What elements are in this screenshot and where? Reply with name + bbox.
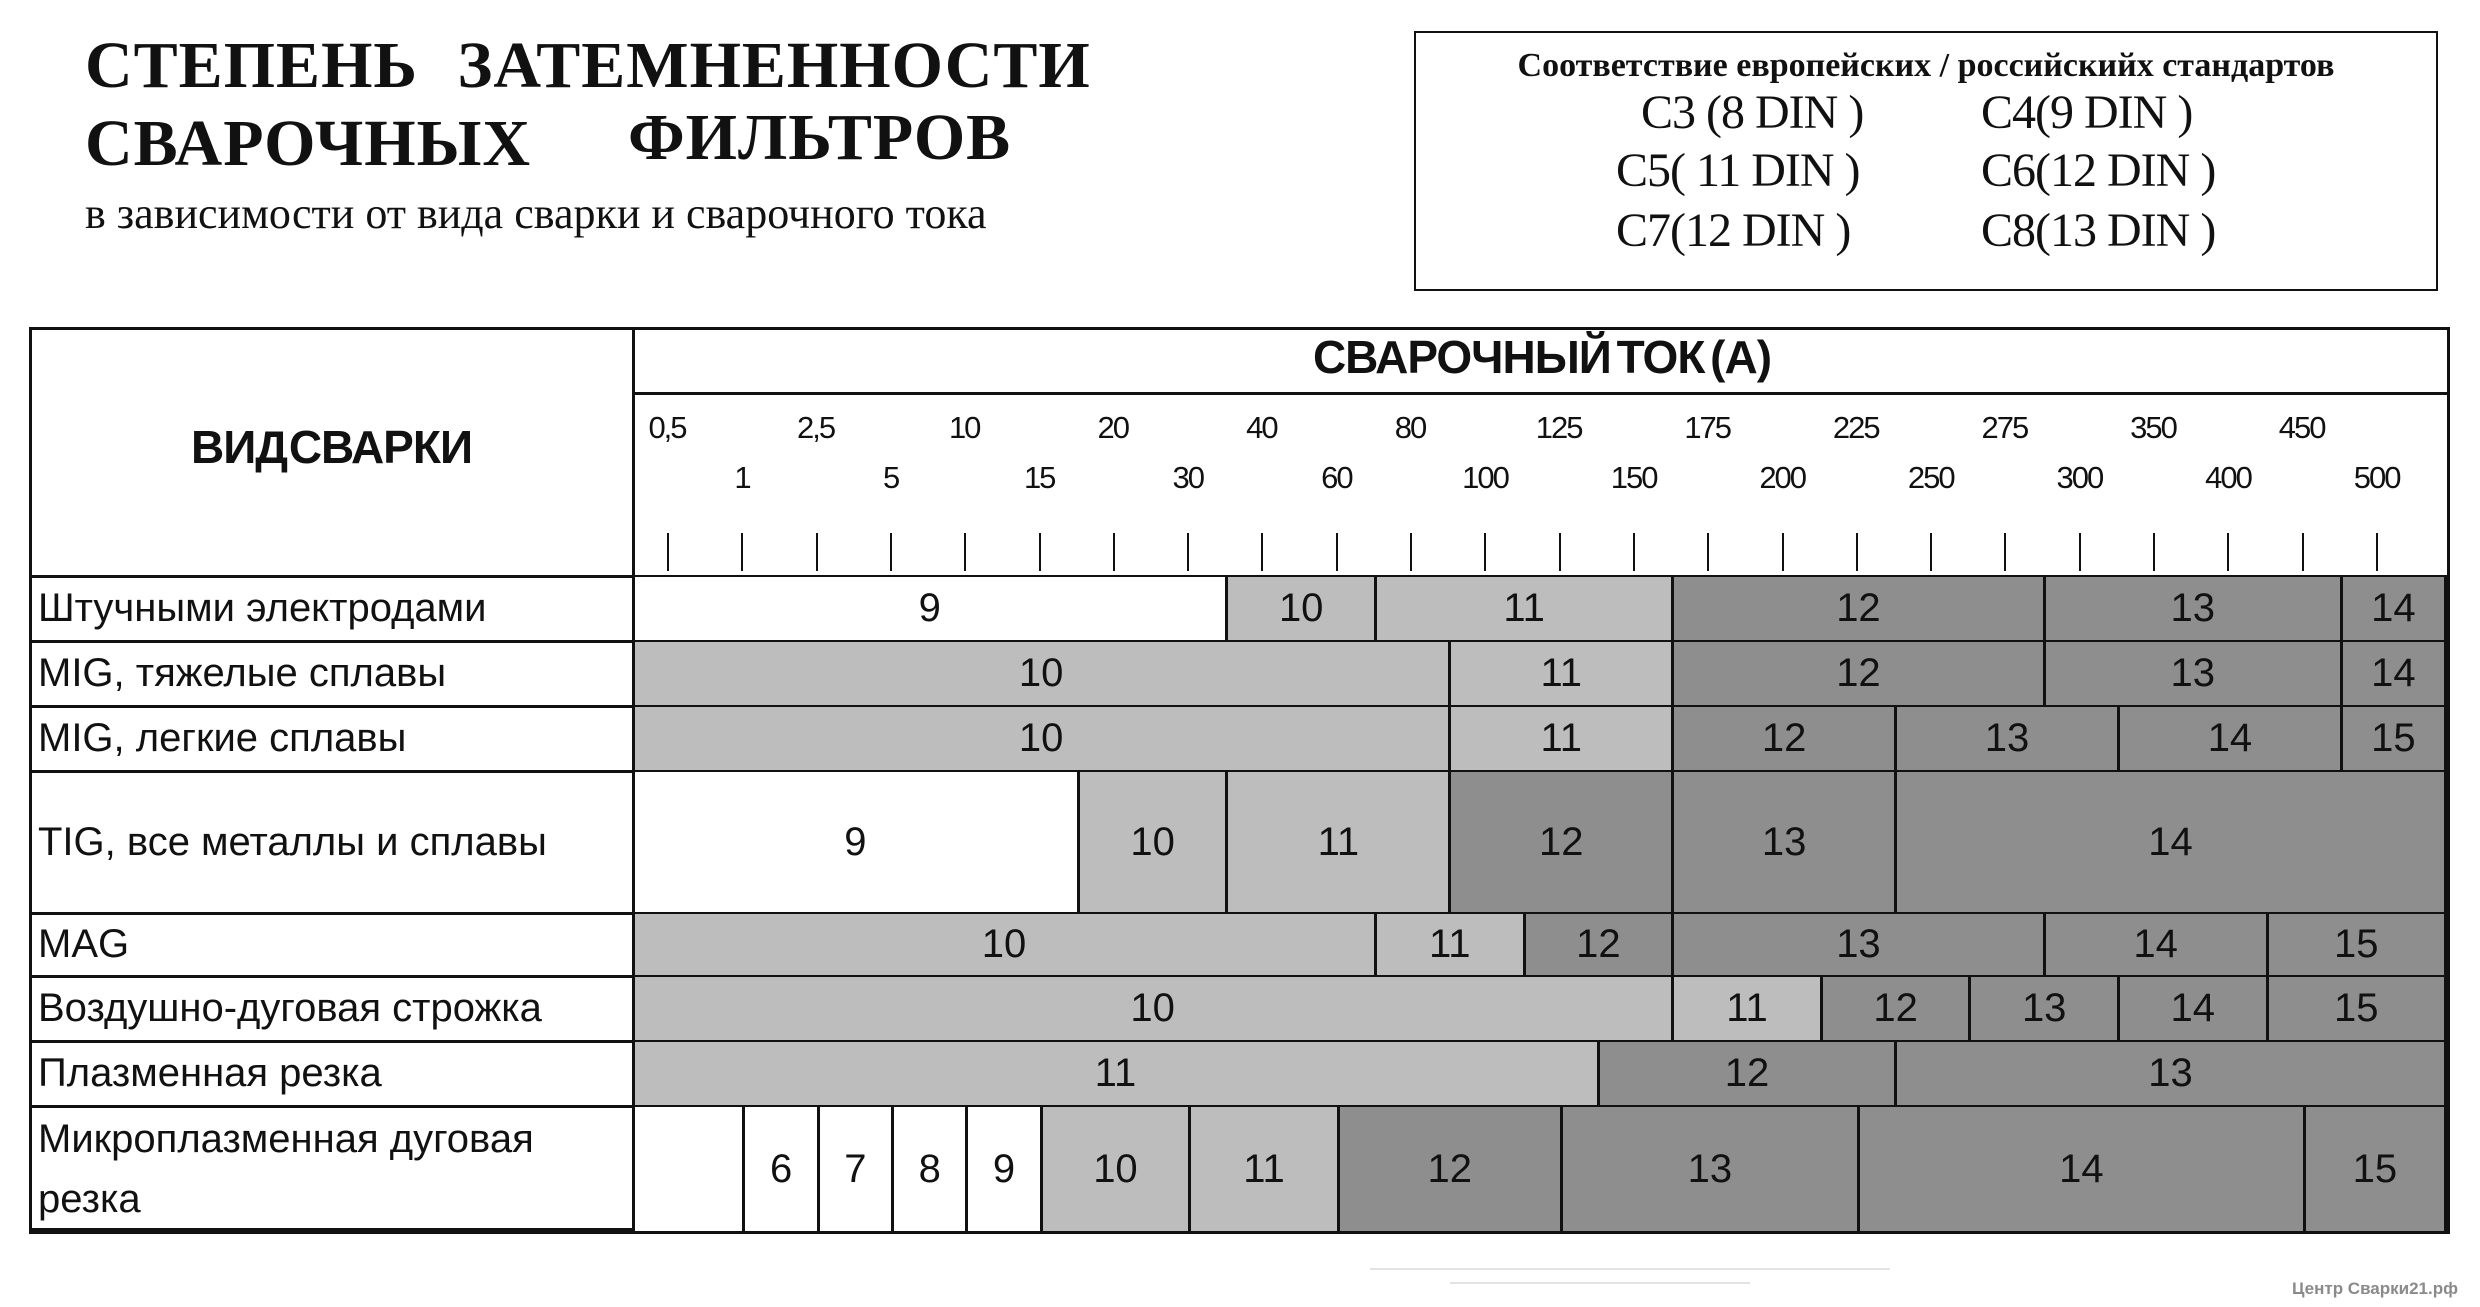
scale-label-top: 10 (948, 410, 980, 445)
shade-cell: 11 (1451, 642, 1674, 705)
standard-item: C4(9 DIN ) (1981, 86, 2193, 139)
scale-label-top: 125 (1535, 410, 1582, 445)
shade-cell (634, 1107, 745, 1231)
scale-label-bottom: 100 (1462, 460, 1508, 495)
scale-label-bottom: 150 (1610, 460, 1657, 495)
scale-tick (741, 533, 743, 571)
shade-cell: 10 (634, 642, 1451, 705)
shade-cell: 15 (2269, 977, 2447, 1040)
shade-cell: 13 (1674, 772, 1897, 912)
standards-box (1414, 31, 2438, 291)
scale-tick (964, 533, 966, 571)
shade-cell: 12 (1340, 1107, 1563, 1231)
scale-label-top: 450 (2278, 410, 2325, 445)
scale-tick (2227, 533, 2229, 571)
scale-tick (2376, 533, 2378, 571)
shade-cell: 12 (1674, 707, 1897, 770)
page-subtitle: в зависимости от вида сварки и сварочного тока (85, 189, 987, 238)
shade-cell: 14 (2046, 914, 2269, 975)
shade-cell: 12 (1600, 1042, 1897, 1105)
shade-cell: 14 (1860, 1107, 2306, 1231)
scale-tick (1782, 533, 1784, 571)
shade-cell: 15 (2269, 914, 2447, 975)
scale-tick (1856, 533, 1858, 571)
scale-tick (816, 533, 818, 571)
scale-tick (890, 533, 892, 571)
scale-tick (1261, 533, 1263, 571)
shade-cell: 12 (1674, 642, 2046, 705)
shade-cell: 11 (1228, 772, 1451, 912)
standard-item: C7(12 DIN ) (1616, 204, 1851, 257)
scale-tick (2153, 533, 2155, 571)
scale-label-top: 0,5 (648, 410, 686, 445)
grid-line (29, 1231, 2450, 1234)
shade-cell: 12 (1674, 577, 2046, 640)
scale-label-bottom: 30 (1172, 460, 1204, 495)
shade-cell: 14 (2120, 707, 2343, 770)
shade-cell: 7 (820, 1107, 894, 1231)
scale-label-top: 175 (1684, 410, 1731, 445)
scale-label-bottom: 5 (882, 460, 899, 495)
shade-cell: 10 (634, 707, 1451, 770)
shade-cell: 10 (1228, 577, 1377, 640)
row-label: MIG, тяжелые сплавы (38, 651, 447, 695)
shade-cell: 15 (2343, 707, 2447, 770)
page-title: СТЕПЕНЬ ЗАТЕМНЕННОСТИ (85, 29, 1091, 102)
scale-tick (1113, 533, 1115, 571)
standard-item: C8(13 DIN ) (1981, 204, 2216, 257)
standards-title: Соответствие европейских / российскийх стандартов (1517, 47, 2335, 84)
shade-cell: 13 (2046, 642, 2343, 705)
scale-tick (1410, 533, 1412, 571)
shade-cell: 12 (1526, 914, 1675, 975)
scale-label-top: 275 (1981, 410, 2028, 445)
scale-label-bottom: 500 (2353, 460, 2400, 495)
shade-cell: 9 (968, 1107, 1042, 1231)
shade-cell: 14 (2343, 577, 2447, 640)
scale-label-top: 80 (1394, 410, 1426, 445)
scale-label-bottom: 300 (2056, 460, 2103, 495)
shade-cell: 13 (1897, 707, 2120, 770)
scale-tick (1187, 533, 1189, 571)
scale-tick (1336, 533, 1338, 571)
shade-cell: 14 (2343, 642, 2447, 705)
shade-cell: 13 (1897, 1042, 2447, 1105)
shade-cell: 10 (634, 914, 1377, 975)
standard-item: C5( 11 DIN ) (1616, 144, 1860, 197)
scale-tick (2079, 533, 2081, 571)
shade-cell: 9 (634, 772, 1080, 912)
scale-label-top: 225 (1832, 410, 1879, 445)
row-label: MAG (38, 922, 130, 966)
row-label: Плазменная резка (38, 1051, 382, 1095)
shade-cell: 13 (1971, 977, 2120, 1040)
scale-tick (2302, 533, 2304, 571)
scale-tick (1484, 533, 1486, 571)
shade-cell: 14 (2120, 977, 2269, 1040)
shade-cell: 13 (2046, 577, 2343, 640)
shade-cell: 9 (634, 577, 1228, 640)
scale-label-bottom: 15 (1023, 460, 1055, 495)
scale-label-top: 2,5 (797, 410, 835, 445)
scale-tick (1039, 533, 1041, 571)
shade-cell: 11 (1377, 577, 1674, 640)
watermark: Центр Сварки21.рф (2292, 1279, 2458, 1298)
shade-cell: 12 (1451, 772, 1674, 912)
row-label: MIG, легкие сплавы (38, 716, 407, 760)
shade-cell: 10 (1080, 772, 1229, 912)
scale-tick (667, 533, 669, 571)
scale-label-top: 40 (1246, 410, 1277, 445)
scale-label-bottom: 1 (734, 460, 750, 495)
shade-cell: 13 (1674, 914, 2046, 975)
shade-cell: 10 (1043, 1107, 1192, 1231)
shade-cell: 11 (1674, 977, 1823, 1040)
standard-item: C6(12 DIN ) (1981, 144, 2216, 197)
page-title-line2-left: СВАРОЧНЫХ (85, 107, 532, 180)
shade-cell: 8 (894, 1107, 968, 1231)
shade-cell: 11 (1451, 707, 1674, 770)
shade-cell: 6 (745, 1107, 819, 1231)
row-label: Штучными электродами (38, 586, 487, 630)
shade-cell: 11 (634, 1042, 1600, 1105)
grid-line (634, 392, 2450, 395)
scale-tick (1559, 533, 1561, 571)
row-label: Воздушно-дуговая строжка (38, 986, 542, 1030)
shade-cell: 11 (1377, 914, 1526, 975)
shade-cell: 13 (1563, 1107, 1860, 1231)
scan-artifact (1450, 1282, 1750, 1284)
row-label: Микроплазменная дуговая резка (38, 1117, 534, 1221)
scan-artifact (1370, 1268, 1890, 1270)
welding-current-header: СВАРОЧНЫЙ ТОК (А) (1312, 331, 1772, 383)
standard-item: C3 (8 DIN ) (1641, 86, 1864, 139)
scale-label-top: 350 (2130, 410, 2176, 445)
scale-label-bottom: 250 (1907, 460, 1954, 495)
row-label: TIG, все металлы и сплавы (38, 820, 547, 864)
shade-cell: 15 (2306, 1107, 2447, 1231)
scale-tick (1930, 533, 1932, 571)
scale-label-top: 20 (1097, 410, 1129, 445)
shade-cell: 12 (1823, 977, 1972, 1040)
shade-cell: 11 (1191, 1107, 1340, 1231)
scale-label-bottom: 400 (2205, 460, 2251, 495)
shade-cell: 10 (634, 977, 1674, 1040)
scale-tick (2004, 533, 2006, 571)
scale-tick (1633, 533, 1635, 571)
scale-label-bottom: 60 (1321, 460, 1352, 495)
scale-tick (1707, 533, 1709, 571)
page-title-line2-right: ФИЛЬТРОВ (628, 101, 1012, 174)
welding-type-header: ВИД СВАРКИ (190, 421, 473, 473)
shade-cell: 14 (1897, 772, 2447, 912)
scale-label-bottom: 200 (1759, 460, 1806, 495)
